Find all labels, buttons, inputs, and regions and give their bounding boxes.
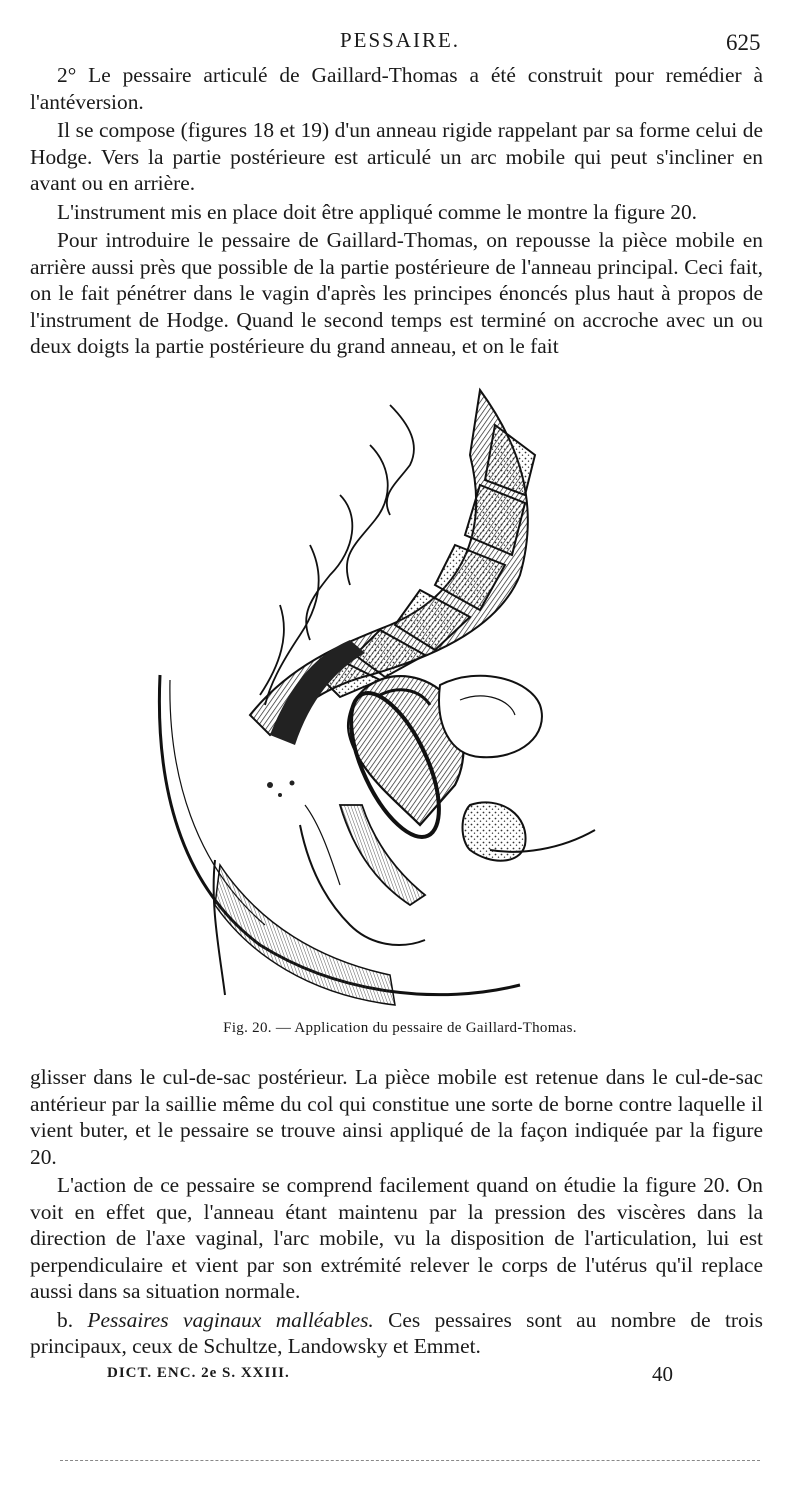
footer-sheet-number: 40 — [652, 1362, 673, 1386]
bottom-divider — [60, 1460, 760, 1463]
page-number: 625 — [726, 30, 761, 55]
paragraph-continuation: glisser dans le cul-de-sac postérieur. La pièce mobile est retenue dans le cul-de-sac antérieur par la saillie même du col qui constitue une sorte de borne contre laquelle il vient buter, et le pessaire se trouve ainsi appliqué de la façon indiquée par la figure 20. — [30, 1065, 763, 1169]
paragraph: Il se compose (figures 18 et 19) d'un anneau rigide rappelant par sa forme celui de Hodge. Vers la partie postérieure est articulé un arc mobile qui peut s'incliner en avant ou en arrière. — [30, 118, 763, 195]
paragraph: Pour introduire le pessaire de Gaillard-Thomas, on repousse la pièce mobile en arrière aussi près que possible de la partie postérieure de l'anneau principal. Ceci fait, on le fait pénétrer dans le vagin d'après les principes énoncés plus haut à propos de l'instrument de Hodge. Quand le second temps est terminé on accroche avec un ou deux doigts la partie postérieure du grand anneau, et on le fait — [30, 228, 763, 358]
footer-signature: DICT. ENC. 2e S. XXIII. — [107, 1365, 290, 1381]
pelvis-section-drawing — [140, 385, 640, 1015]
paragraph-section-b — [30, 1307, 763, 1360]
text-block-bottom — [30, 1064, 763, 1360]
figure-caption: Fig. 20. — Application du pessaire de Gaillard-Thomas. — [223, 1020, 577, 1036]
paragraph: L'instrument mis en place doit être appliqué comme le montre la figure 20. — [57, 199, 698, 224]
anatomical-illustration — [140, 385, 640, 1015]
text-block-top — [30, 62, 763, 360]
paragraph: L'action de ce pessaire se comprend facilement quand on étudie la figure 20. On voit en effet que, l'anneau étant maintenu par la pression des viscères dans la direction de l'axe vaginal, l'arc mobile, vu la disposition de l'articulation, lui est perpendiculaire et vient par son extrémité relever le corps de l'utérus qu'il replace aussi dans sa situation normale. — [30, 1173, 763, 1303]
paragraph: 2° Le pessaire articulé de Gaillard-Thomas a été construit pour remédier à l'antéversion. — [30, 63, 763, 114]
section-label: b. — [57, 1307, 74, 1332]
running-title: PESSAIRE. — [339, 28, 461, 52]
section-title: Pessaires vaginaux malléables. — [87, 1307, 374, 1332]
section-text: Ces pessaires sont au nombre de trois principaux, ceux de Schultze, Landowsky et Emmet. — [30, 1307, 763, 1358]
